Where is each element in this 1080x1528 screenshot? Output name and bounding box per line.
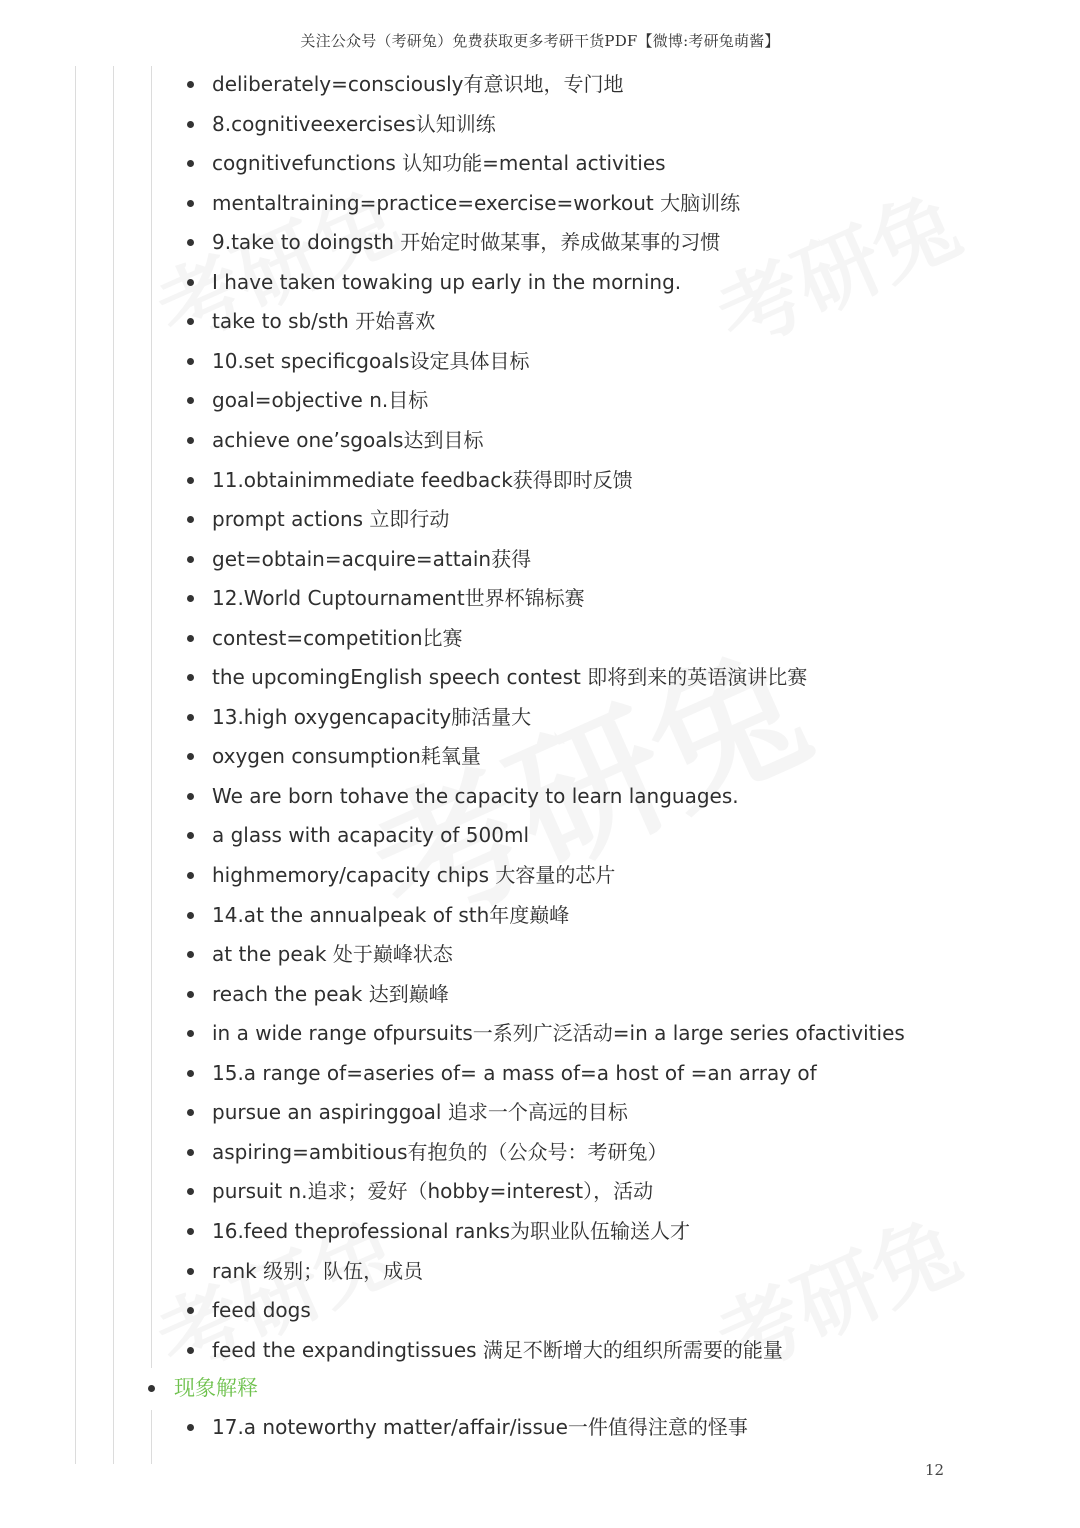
list-item-text: feed the expandingtissues 满足不断增大的组织所需要的能量	[212, 1338, 783, 1362]
list-item	[212, 662, 807, 692]
watermark	[696, 1184, 975, 1397]
list-item	[212, 1018, 905, 1048]
list-item	[212, 702, 531, 732]
bullet-icon	[187, 200, 194, 207]
list-item-text: contest=competition比赛	[212, 626, 463, 650]
list-item	[212, 1058, 817, 1088]
bullet-icon	[187, 358, 194, 365]
bullet-icon	[187, 477, 194, 484]
list-item-text: highmemory/capacity chips 大容量的芯片	[212, 863, 616, 887]
bullet-icon	[187, 437, 194, 444]
list-item	[212, 69, 624, 99]
list-item	[212, 306, 435, 336]
bullet-icon	[187, 753, 194, 760]
list-item-text: 13.high oxygencapacity肺活量大	[212, 705, 532, 729]
page-number: 12	[925, 1461, 945, 1479]
bullet-icon	[187, 318, 194, 325]
bullet-icon	[187, 912, 194, 919]
list-item-text: I have taken towaking up early in the morning.	[212, 270, 682, 294]
list-item-text: achieve one’sgoals达到目标	[212, 428, 484, 452]
list-item	[212, 1176, 653, 1206]
bullet-icon	[187, 1228, 194, 1235]
bullet-icon	[187, 516, 194, 523]
list-item-text: a glass with acapacity of 500ml	[212, 823, 530, 847]
bullet-icon	[187, 1268, 194, 1275]
bullet-icon	[187, 635, 194, 642]
list-item-text: prompt actions 立即行动	[212, 507, 450, 531]
list-item-text: 10.set specificgoals设定具体目标	[212, 349, 530, 373]
list-item	[212, 820, 529, 850]
list-item-text: feed dogs	[212, 1298, 311, 1322]
list-item	[212, 188, 740, 218]
bullet-icon	[187, 595, 194, 602]
bullet-icon	[187, 1188, 194, 1195]
bullet-icon	[187, 793, 194, 800]
list-item-text: cognitivefunctions 认知功能=mental activities	[212, 151, 666, 175]
list-item	[212, 1137, 668, 1167]
list-item-text: oxygen consumption耗氧量	[212, 744, 481, 768]
list-item-text: mentaltraining=practice=exercise=workout 大脑训练	[212, 191, 741, 215]
bullet-icon	[187, 1070, 194, 1077]
list-item-text: 17.a noteworthy matter/affair/issue一件值得注意的怪事	[212, 1415, 748, 1439]
list-item	[212, 741, 481, 771]
list-item	[212, 939, 453, 969]
list-item	[212, 900, 569, 930]
list-item	[212, 1335, 783, 1365]
list-item-text: 14.at the annualpeak of sth年度巅峰	[212, 903, 570, 927]
list-item-text: rank 级别；队伍，成员	[212, 1259, 424, 1283]
list-item-text: 16.feed theprofessional ranks为职业队伍输送人才	[212, 1219, 691, 1243]
list-item	[212, 504, 449, 534]
bullet-icon	[187, 951, 194, 958]
list-item-text: in a wide range ofpursuits一系列广泛活动=in a large series ofactivities	[212, 1021, 905, 1045]
list-item-text: 15.a range of=aseries of= a mass of=a host of =an array of	[212, 1061, 817, 1085]
list-item-text: 11.obtainimmediate feedback获得即时反馈	[212, 468, 633, 492]
list-item	[212, 860, 615, 890]
bullet-icon	[187, 1030, 194, 1037]
bullet-icon	[187, 1347, 194, 1354]
inner-rule-top	[151, 66, 152, 1368]
list-item-text: the upcomingEnglish speech contest 即将到来的英语演讲比赛	[212, 665, 808, 689]
list-item	[212, 385, 428, 415]
list-item-text: We are born tohave the capacity to learn languages.	[212, 784, 739, 808]
list-item-text: pursue an aspiringgoal 追求一个高远的目标	[212, 1100, 628, 1124]
list-item-text: at the peak 处于巅峰状态	[212, 942, 453, 966]
section-heading	[174, 1373, 258, 1403]
outer-rule	[75, 66, 76, 1464]
list-item	[212, 227, 720, 257]
bullet-icon	[187, 121, 194, 128]
list-item-text: 8.cognitiveexercises认知训练	[212, 112, 496, 136]
list-item-text: goal=objective n.目标	[212, 388, 429, 412]
bullet-icon	[187, 81, 194, 88]
list-item	[212, 781, 739, 811]
bullet-icon	[187, 1109, 194, 1116]
list-item	[212, 267, 681, 297]
bullet-icon	[187, 872, 194, 879]
bullet-icon	[187, 160, 194, 167]
list-item	[212, 465, 633, 495]
middle-rule	[113, 66, 114, 1464]
bullet-icon	[187, 832, 194, 839]
bullet-icon	[187, 279, 194, 286]
bullet-icon	[187, 1149, 194, 1156]
bullet-icon	[187, 1307, 194, 1314]
list-item	[212, 1412, 748, 1442]
list-item	[212, 979, 449, 1009]
inner-rule-bottom	[151, 1410, 152, 1464]
bullet-icon	[187, 674, 194, 681]
list-item	[212, 1097, 628, 1127]
bullet-icon	[187, 1424, 194, 1431]
bullet-icon	[187, 556, 194, 563]
list-item	[212, 1256, 423, 1286]
bullet-icon	[187, 239, 194, 246]
list-item-text: pursuit n.追求；爱好（hobby=interest），活动	[212, 1179, 654, 1203]
list-item-text: aspiring=ambitious有抱负的（公众号：考研兔）	[212, 1140, 668, 1164]
list-item	[212, 1216, 690, 1246]
page-header: 关注公众号（考研兔）免费获取更多考研干货PDF【微博:考研兔萌酱】	[300, 32, 780, 50]
list-item	[212, 346, 529, 376]
list-item	[212, 1295, 311, 1325]
list-item	[212, 583, 585, 613]
list-item	[212, 148, 666, 178]
list-item-text: deliberately=consciously有意识地，专门地	[212, 72, 624, 96]
bullet-icon	[187, 714, 194, 721]
list-item-text: get=obtain=acquire=attain获得	[212, 547, 532, 571]
list-item	[212, 109, 496, 139]
list-item-text: 9.take to doingsth 开始定时做某事，养成做某事的习惯	[212, 230, 721, 254]
bullet-icon	[148, 1385, 155, 1392]
list-item-text: 12.World Cuptournament世界杯锦标赛	[212, 586, 585, 610]
list-item	[212, 623, 463, 653]
list-item-text: take to sb/sth 开始喜欢	[212, 309, 436, 333]
section-title: 现象解释	[174, 1376, 258, 1400]
list-item	[212, 425, 483, 455]
list-item	[212, 544, 531, 574]
bullet-icon	[187, 397, 194, 404]
list-item-text: reach the peak 达到巅峰	[212, 982, 449, 1006]
bullet-icon	[187, 991, 194, 998]
